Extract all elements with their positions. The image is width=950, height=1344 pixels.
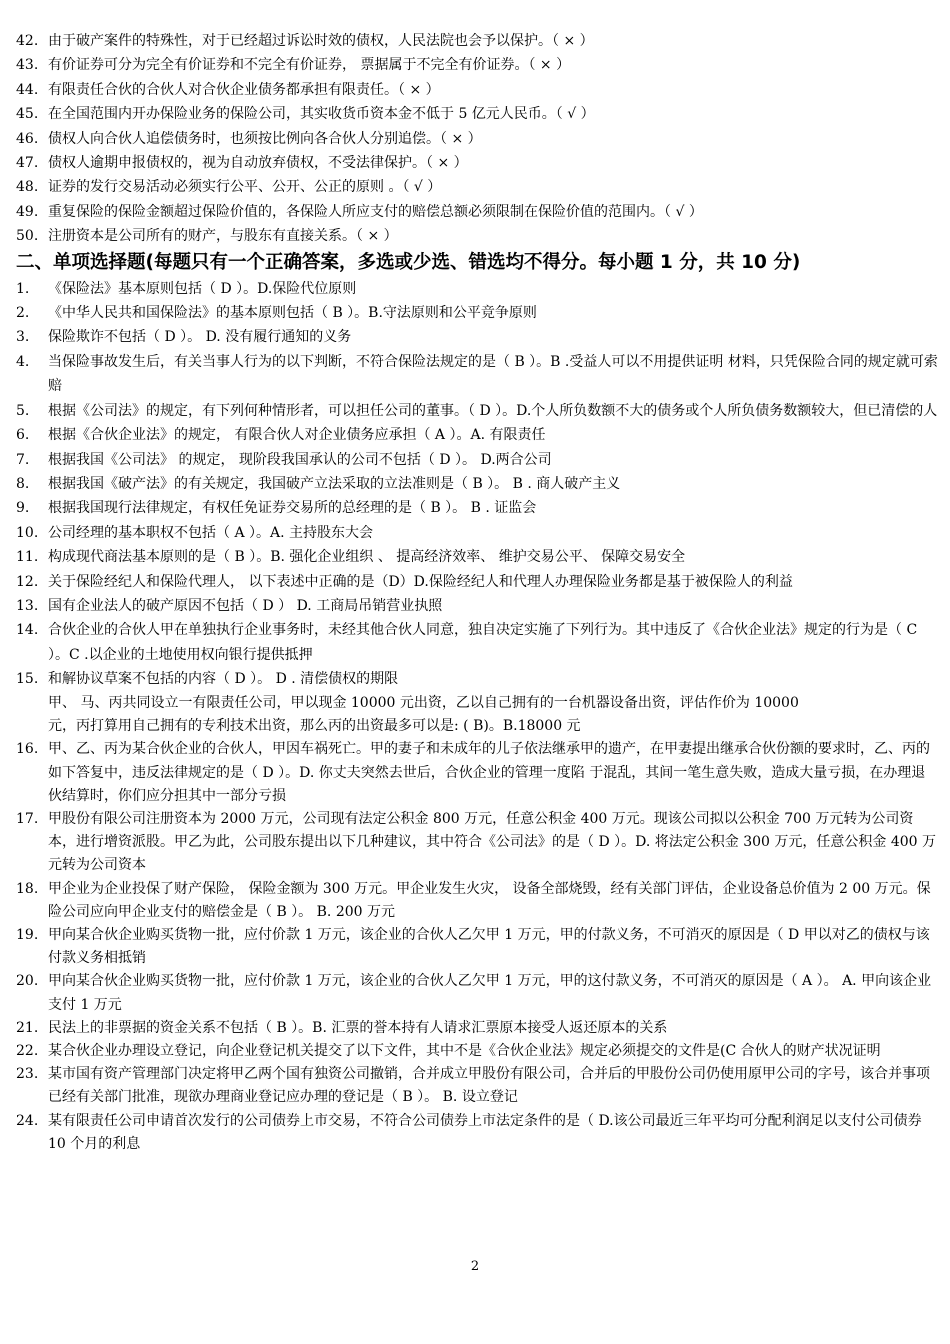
- question-item: [16, 78, 938, 102]
- question-number: 43.: [16, 57, 39, 74]
- question-item: [16, 738, 938, 808]
- question-text: 债权人逾期申报债权的，视为自动放弃债权，不受法律保护。（ × ）: [48, 155, 468, 172]
- question-number: 16.: [16, 741, 39, 758]
- section-heading: 二、单项选择题(每题只有一个正确答案，多选或少选、错选均不得分。每小题 1 分，共 10 分): [16, 251, 801, 273]
- question-text: 甲、乙、丙为某合伙企业的合伙人，甲因车祸死亡。甲的妻子和未成年的儿子依法继承甲的遗产，在甲妻提出继承合伙份额的要求时，乙、丙的如下答复中，违反法律规定的是（ D ）。D. 你丈夫突然去世后，合伙企业的管理一度陷 于混乱，其间一笔生意失败，造成大量亏损，在办理退伙结算时，你们应分担其中一部分亏损: [48, 741, 930, 804]
- question-item: [16, 496, 938, 520]
- question-item: [16, 970, 938, 1016]
- question-number: 2.: [16, 305, 30, 322]
- question-item: [16, 878, 938, 924]
- question-number: 12.: [16, 573, 39, 590]
- question-item: [16, 350, 938, 399]
- page-number: 2: [470, 1259, 480, 1274]
- question-text: 注册资本是公司所有的财产，与股东有直接关系。（ × ）: [48, 228, 398, 245]
- question-item: [16, 924, 938, 970]
- question-text: 某合伙企业办理设立登记，向企业登记机关提交了以下文件，其中不是《合伙企业法》规定必须提交的文件是(C 合伙人的财产状况证明: [48, 1043, 881, 1060]
- question-item: [16, 667, 938, 691]
- question-item: [16, 224, 938, 248]
- question-number: 15.: [16, 671, 39, 688]
- question-text: 根据我国《公司法》 的规定， 现阶段我国承认的公司不包括（ D ）。 D.两合公司: [48, 451, 552, 468]
- unnumbered-question: [16, 692, 938, 739]
- question-item: [16, 1017, 938, 1040]
- question-item: [16, 618, 938, 667]
- question-text: 构成现代商法基本原则的是（ B ）。B. 强化企业组织 、 提高经济效率、 维护交易公平、 保障交易安全: [48, 549, 686, 566]
- question-number: 21.: [16, 1019, 39, 1036]
- question-number: 50.: [16, 228, 39, 245]
- question-number: 20.: [16, 973, 39, 990]
- question-item: [16, 472, 938, 496]
- question-number: 22.: [16, 1043, 39, 1060]
- question-number: 48.: [16, 179, 39, 196]
- question-text: 民法上的非票据的资金关系不包括（ B ）。B. 汇票的誉本持有人请求汇票原本接受人返还原本的关系: [48, 1019, 668, 1036]
- question-item: [16, 102, 938, 126]
- question-text: 当保险事故发生后，有关当事人行为的以下判断，不符合保险法规定的是（ B ）。B .受益人可以不用提供证明 材料，只凭保险合同的规定就可索赔: [48, 353, 938, 395]
- question-item: [16, 1110, 938, 1156]
- question-text: 根据我国现行法律规定，有权任免证券交易所的总经理的是（ B ）。 B . 证监会: [48, 500, 537, 517]
- question-number: 24.: [16, 1112, 39, 1129]
- question-text: 根据《公司法》的规定，有下列何种情形者，可以担任公司的董事。（ D ）。D.个人所负数额不大的债务或个人所负债务数额较大，但已清偿的人: [48, 402, 938, 419]
- question-text: 国有企业法人的破产原因不包括（ D ） D. 工商局吊销营业执照: [48, 597, 443, 614]
- question-text: 公司经理的基本职权不包括（ A ）。A. 主持股东大会: [48, 524, 374, 541]
- question-number: 8.: [16, 475, 30, 492]
- question-number: 10.: [16, 524, 39, 541]
- question-number: 19.: [16, 927, 39, 943]
- question-text: 有价证券可分为完全有价证券和不完全有价证券， 票据属于不完全有价证券。（ × ）: [48, 57, 571, 74]
- question-text: 根据《合伙企业法》的规定， 有限合伙人对企业债务应承担（ A ）。A. 有限责任: [48, 427, 546, 444]
- question-text: 重复保险的保险金额超过保险价值的，各保险人所应支付的赔偿总额必须限制在保险价值的范围内。（ √ ）: [48, 203, 703, 220]
- question-number: 14.: [16, 622, 39, 639]
- question-item: [16, 277, 938, 301]
- question-number: 5.: [16, 402, 30, 419]
- question-item: [16, 594, 938, 618]
- question-item: [16, 325, 938, 349]
- question-item: [16, 127, 938, 151]
- question-item: [16, 53, 938, 77]
- question-number: 17.: [16, 810, 39, 827]
- question-item: [16, 151, 938, 175]
- question-item: [16, 448, 938, 472]
- question-item: [16, 545, 938, 569]
- question-text: 某有限责任公司申请首次发行的公司债券上市交易，不符合公司债券上市法定条件的是（ D.该公司最近三年平均可分配利润足以支付公司债券 10 个月的利息: [48, 1112, 922, 1152]
- question-text: 某市国有资产管理部门决定将甲乙两个国有独资公司撤销，合并成立甲股份有限公司，合并后的甲股份公司仍使用原甲公司的字号，该合并事项已经有关部门批准，现欲办理商业登记应办理的登记是（ B ）。 B. 设立登记: [48, 1066, 930, 1106]
- question-text: 《中华人民共和国保险法》的基本原则包括（ B ）。B.守法原则和公平竞争原则: [48, 305, 537, 322]
- question-number: 13.: [16, 597, 39, 614]
- question-item: [16, 29, 938, 53]
- question-item: [16, 521, 938, 545]
- single-choice-section-continued: [16, 738, 938, 1156]
- question-number: 7.: [16, 451, 30, 468]
- question-line: 甲、 马、丙共同设立一有限责任公司，甲以现金 10000 元出资，乙以自己拥有的一台机器设备出资，评估作价为 10000: [48, 694, 799, 711]
- question-text: 在全国范围内开办保险业务的保险公司，其实收货币资本金不低于 5 亿元人民币。（ √ ）: [48, 106, 595, 123]
- question-item: [16, 200, 938, 224]
- question-number: 47.: [16, 155, 39, 172]
- question-number: 45.: [16, 106, 39, 123]
- question-number: 9.: [16, 500, 30, 517]
- question-number: 23.: [16, 1066, 39, 1083]
- question-text: 债权人向合伙人追偿债务时，也须按比例向各合伙人分别追偿。（ × ）: [48, 130, 482, 147]
- true-false-section: [16, 29, 938, 249]
- question-text: 有限责任合伙的合伙人对合伙企业债务都承担有限责任。（ × ）: [48, 81, 440, 98]
- question-number: 6.: [16, 427, 30, 444]
- question-text: 甲企业为企业投保了财产保险， 保险金额为 300 万元。甲企业发生火灾， 设备全部烧毁，经有关部门评估，企业设备总价值为 2 00 万元。保险公司应向甲企业支付的赔偿金是（ B ）。 B. 200 万元: [48, 880, 931, 920]
- question-line: 元，丙打算用自己拥有的专利技术出资，那么丙的出资最多可以是: ( B)。B.18000 元: [48, 717, 581, 734]
- question-text: 和解协议草案不包括的内容（ D ）。 D . 清偿债权的期限: [48, 671, 399, 688]
- question-text: 甲向某合伙企业购买货物一批，应付价款 1 万元，该企业的合伙人乙欠甲 1 万元，甲的付款义务，不可消灭的原因是（ D 甲以对乙的债权与该付款义务相抵销: [48, 927, 930, 967]
- question-item: [16, 808, 938, 878]
- question-text: 甲向某合伙企业购买货物一批，应付价款 1 万元，该企业的合伙人乙欠甲 1 万元，甲的这付款义务，不可消灭的原因是（ A ）。 A. 甲向该企业支付 1 万元: [48, 973, 932, 1013]
- question-text: 根据我国《破产法》的有关规定，我国破产立法采取的立法准则是（ B ）。 B . 商人破产主义: [48, 475, 621, 492]
- question-text: 关于保险经纪人和保险代理人， 以下表述中正确的是（D）D.保险经纪人和代理人办理保险业务都是基于被保险人的利益: [48, 573, 793, 590]
- question-item: [16, 1063, 938, 1109]
- question-number: 18.: [16, 880, 39, 897]
- question-number: 1.: [16, 280, 30, 297]
- question-text: 由于破产案件的特殊性，对于已经超过诉讼时效的债权，人民法院也会予以保护。（ × ）: [48, 33, 594, 49]
- question-text: 证券的发行交易活动必须实行公平、公开、公正的原则 。（ √ ）: [48, 179, 442, 196]
- question-number: 44.: [16, 81, 39, 98]
- question-text: 《保险法》基本原则包括（ D ）。D.保险代位原则: [48, 280, 357, 297]
- question-number: 11.: [16, 549, 39, 566]
- question-number: 46.: [16, 130, 39, 147]
- question-text: 合伙企业的合伙人甲在单独执行企业事务时，未经其他合伙人同意，独自决定实施了下列行为。其中违反了《合伙企业法》规定的行为是（ C ）。C .以企业的土地使用权向银行提供抵押: [48, 622, 918, 663]
- question-number: 42.: [16, 33, 39, 49]
- question-item: [16, 301, 938, 325]
- question-item: [16, 175, 938, 199]
- question-item: [16, 399, 938, 423]
- question-text: 甲股份有限公司注册资本为 2000 万元，公司现有法定公积金 800 万元，任意公积金 400 万元。现该公司拟以公积金 700 万元转为公司资本，进行增资派股。甲乙为此，公司股东提出以下几种建议，其中符合《公司法》的是（ D ）。D. 将法定公积金 300 万元，任意公积金 400 万元转为公司资本: [48, 810, 936, 874]
- question-item: [16, 1040, 938, 1063]
- question-item: [16, 423, 938, 447]
- question-number: 3.: [16, 329, 30, 346]
- question-item: [16, 570, 938, 594]
- question-number: 49.: [16, 203, 39, 220]
- question-number: 4.: [16, 353, 30, 370]
- question-list: [16, 29, 938, 1156]
- question-text: 保险欺诈不包括（ D ）。 D. 没有履行通知的义务: [48, 329, 352, 346]
- single-choice-section: [16, 277, 938, 692]
